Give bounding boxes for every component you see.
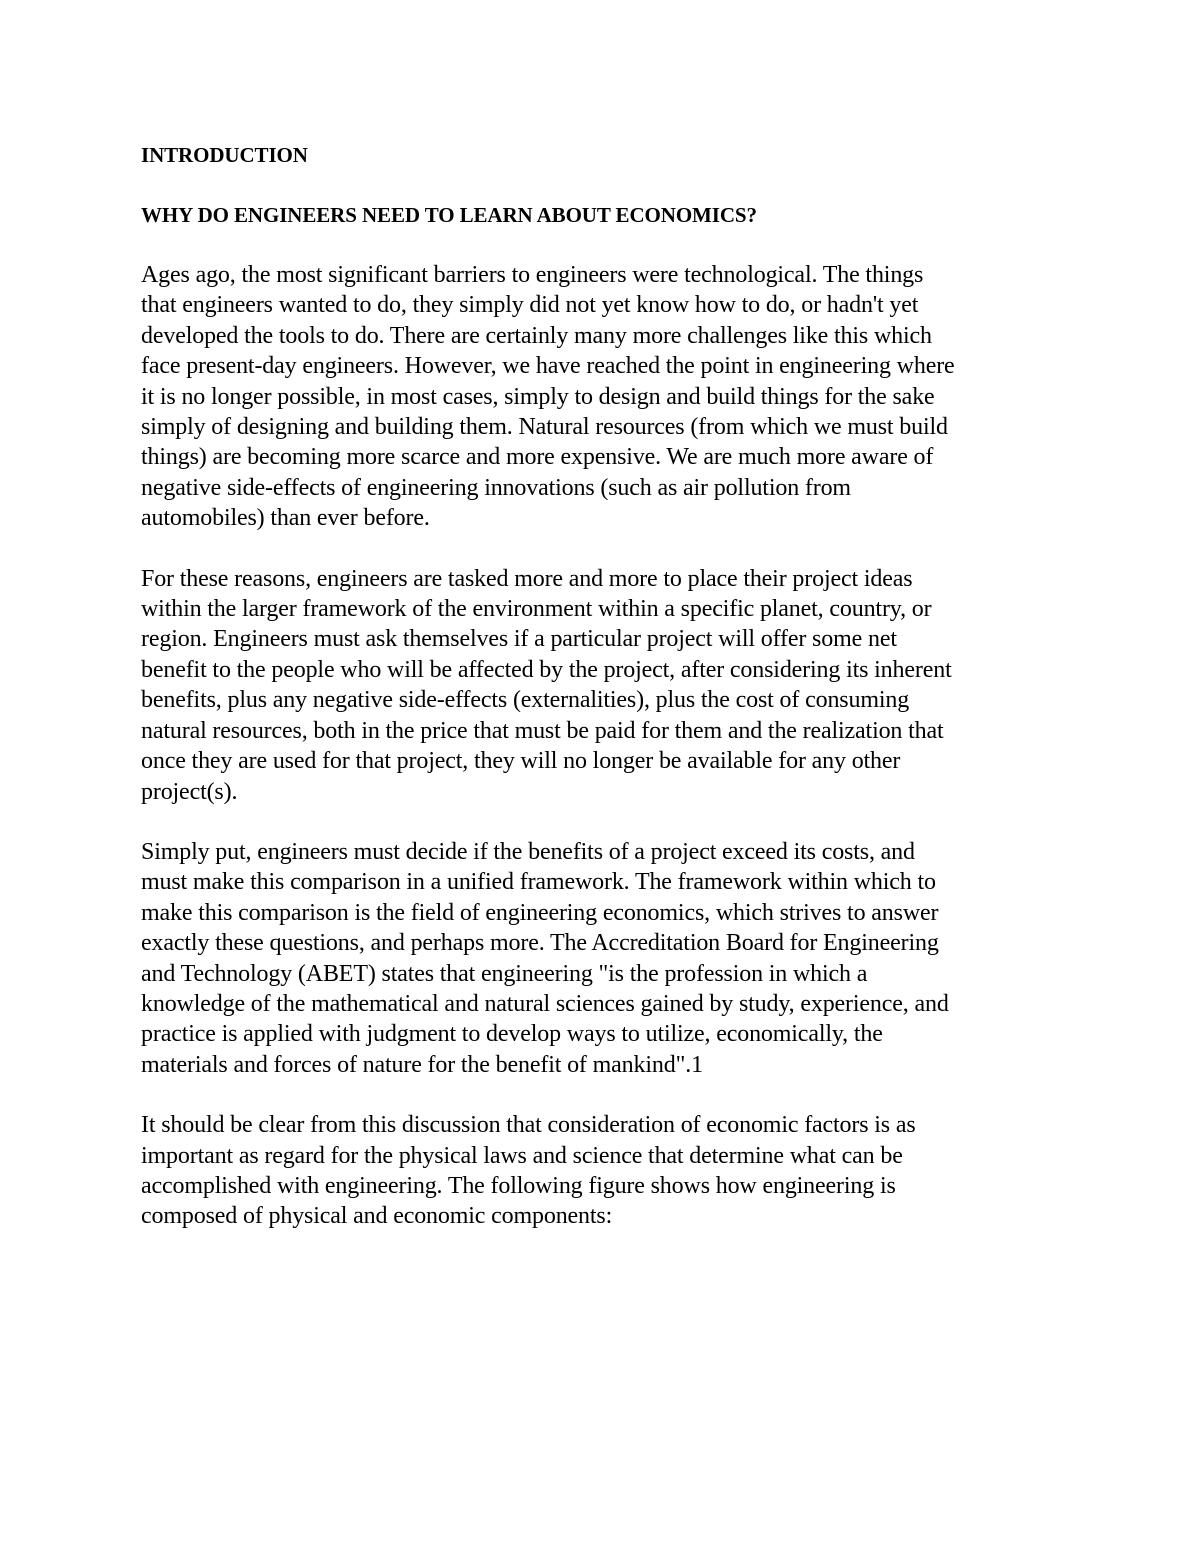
paragraph-2: For these reasons, engineers are tasked more and more to place their project ideas within the larger framework of the environment within a specific planet, country, or region. Engineers must ask themselves if a particular project will offer some net benefit to the people who will be affected by the project, after considering its inherent benefits, plus any negative side-effects (externalities), plus the cost of consuming natural resources, both in the price that must be paid for them and the realization that once they are used for that project, they will no longer be available for any other project(s).	[141, 565, 952, 805]
document-body	[141, 140, 1061, 1262]
paragraph-1: Ages ago, the most significant barriers to engineers were technological. The things that engineers wanted to do, they simply did not yet know how to do, or hadn't yet developed the tools to do. There are certainly many more challenges like this which face present-day engineers. However, we have reached the point in engineering where it is no longer possible, in most cases, simply to design and build things for the sake simply of designing and building them. Natural resources (from which we must build things) are becoming more scarce and more expensive. We are much more aware of negative side-effects of engineering innovations (such as air pollution from automobiles) than ever before.	[141, 262, 955, 532]
section-subheading: WHY DO ENGINEERS NEED TO LEARN ABOUT ECONOMICS?	[141, 203, 757, 227]
paragraph-3: Simply put, engineers must decide if the benefits of a project exceed its costs, and must make this comparison in a unified framework. The framework within which to make this comparison is the field of engineering economics, which strives to answer exactly these questions, and perhaps more. The Accreditation Board for Engineering and Technology (ABET) states that engineering "is the profession in which a knowledge of the mathematical and natural sciences gained by study, experience, and practice is applied with judgment to develop ways to utilize, economically, the materials and forces of nature for the benefit of mankind".1	[141, 838, 949, 1078]
paragraph-4: It should be clear from this discussion that consideration of economic factors is as important as regard for the physical laws and science that determine what can be accomplished with engineering. The following figure shows how engineering is composed of physical and economic components:	[141, 1112, 916, 1230]
section-heading: INTRODUCTION	[141, 143, 308, 167]
